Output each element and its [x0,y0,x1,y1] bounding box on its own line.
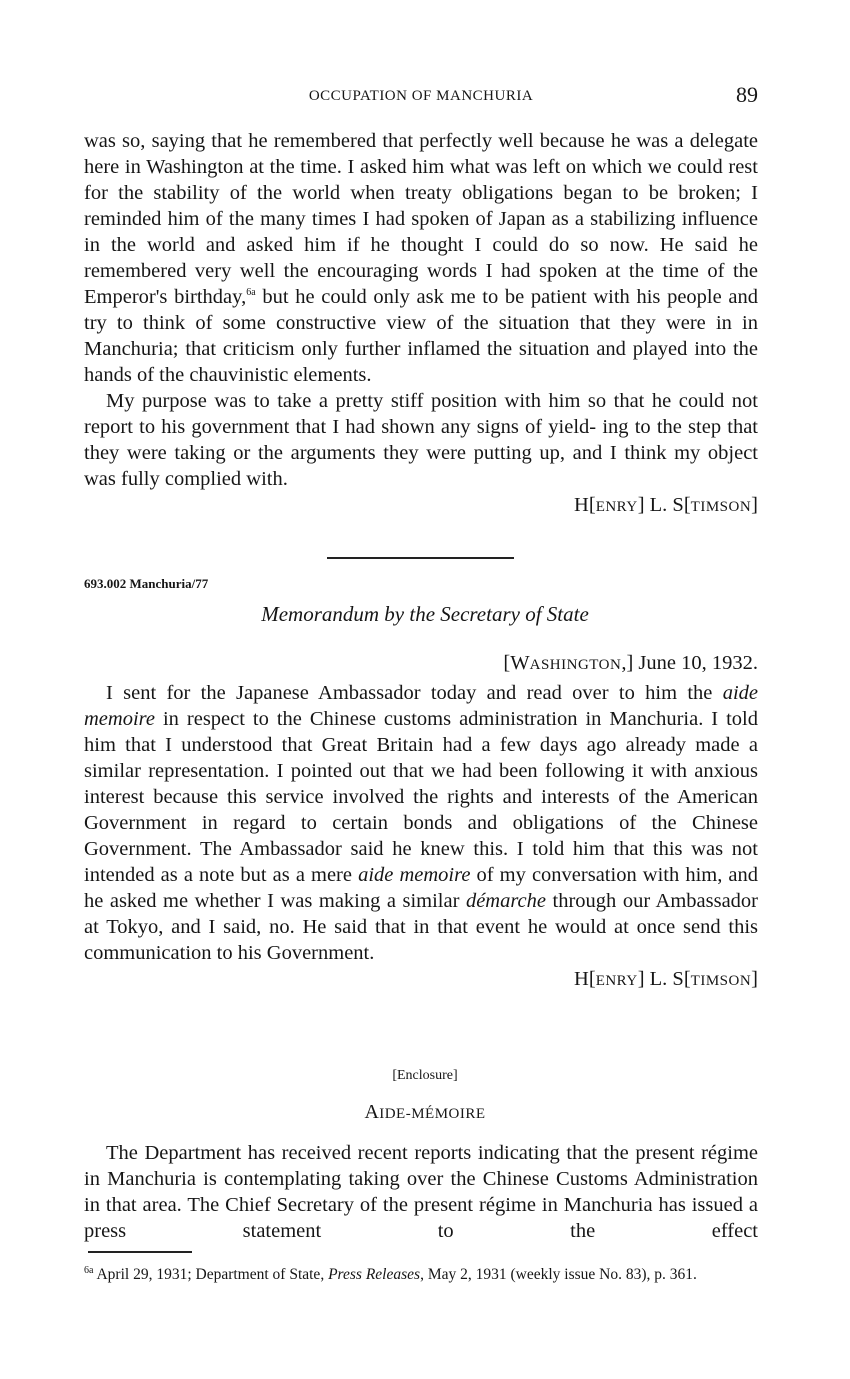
running-title: OCCUPATION OF MANCHURIA [308,88,534,104]
footnote-text: April 29, 1931; Department of State, [93,1266,329,1283]
file-number: 693.002 Manchuria/77 [84,576,209,591]
sig-part: ] L. S[ [637,494,691,516]
text-line: through our Ambassador at Tokyo, and I said, no. He said that in [84,890,759,938]
text-line: him if he thought I could do so now. He said he remembered very [84,234,759,282]
paragraph-aide-memoire [84,1140,758,1244]
text-line: had spoken of Japan as a stabilizing influence in the world and asked [84,208,759,256]
dateline-part: ,] June 10, 1932. [621,652,758,674]
paragraph-continued [84,128,758,388]
text-line: The Ambassador said he knew this. I told him that this was not [199,838,758,860]
text-line: service involved the rights and interests of the American Government [84,786,758,834]
sig-part: ] [751,494,758,516]
text-line: in in Manchuria; that criticism only further inflamed the situation [84,312,759,360]
text-line: Customs Administration in that area. The Chief Secretary of the [84,1168,758,1216]
page-number: 89 [736,82,758,107]
aide-memoire-body [84,1140,758,1244]
memo-title: Memorandum by the Secretary of State [261,602,589,626]
sig-part: TIMSON [690,973,752,989]
text-line: in respect to the Chinese customs administration in [154,708,602,730]
italic-term: démarche [465,890,547,912]
text-line: Manchuria. I told him that I understood that Great Britain had a [84,708,759,756]
footnote-mark: 6a [84,1264,94,1276]
text-line: was so, saying that he remembered that perfectly well because he was a [84,130,684,152]
footnote-italic: Press Releases [328,1266,421,1283]
text-line: that event he would at once send this communication to his [84,916,759,964]
signature-stimson [84,492,758,520]
text-line: could not report to his government that I had shown any signs of yield- [84,390,758,438]
heading-part: IDE-MÉMOIRE [379,1106,486,1122]
text-line: try to think of some constructive view of the situation that they were [84,312,706,334]
footnote [84,1265,758,1284]
signature-stimson [84,966,758,994]
dateline-part: ASHINGTON [529,657,622,673]
text-line: My purpose was to take a pretty stiff position with him so that he [106,390,672,412]
sig-part: ENRY [595,499,638,515]
text-line: the [687,682,723,704]
text-line: obligations began to be broken; I reminded him of the many times I [84,182,758,230]
text-line: left on which we could rest for the stability of the world when treaty [84,156,758,204]
text-line: with him, and he asked me whether I was making a similar [84,864,759,912]
dateline [503,652,758,675]
italic-term: aide memoire [84,682,759,730]
text-line: The Department has received recent reports indicating that the [106,1142,629,1164]
text-line: well the encouraging words I had spoken at the time of the Emperor's [84,260,758,308]
text-line: intended as a note but as a mere [84,864,359,886]
section-divider [327,557,514,559]
footnote-text: , May 2, 1931 (weekly issue No. 83), p. 361. [420,1266,697,1283]
text-line: but he could only ask me to be patient with his people and [255,286,758,308]
text-line: of my conversation [470,864,637,886]
text-line: delegate here in Washington at the time. I asked him what was [84,130,758,178]
sig-part: H[ [574,968,596,990]
text-line: present régime in Manchuria is contemplating taking over the Chinese [84,1142,758,1190]
memorandum-body [84,680,758,994]
italic-term: aide memoire [358,864,471,886]
footnote-reference[interactable]: 6a [246,287,256,299]
page-header [84,84,758,114]
heading-part: A [364,1101,380,1123]
text-line: I sent for the Japanese Ambassador today and read over to him [106,682,678,704]
sig-part: ] L. S[ [637,968,691,990]
text-line: putting up, and I think my object was fully complied with. [84,442,758,490]
paragraph-memorandum [84,680,758,966]
text-line: birthday, [174,286,247,308]
sig-part: H[ [574,494,596,516]
enclosure-label: [Enclosure] [392,1068,458,1083]
footnote-rule [88,1251,192,1253]
text-line: in regard to certain bonds and obligations of the Chinese Government. [84,812,759,860]
dateline-part: [W [503,652,530,674]
text-line: ing to the step that they were taking or the arguments they were [84,416,759,464]
text-line: present régime in Manchuria has issued a press statement to the effect [84,1194,759,1242]
text-line: few days ago already made a similar representation. I pointed out [84,734,759,782]
aide-memoire-heading [0,1101,850,1124]
paragraph-purpose [84,388,758,492]
text-line: and played into the hands of the chauvinistic elements. [84,338,758,386]
text-line: that we had been following it with anxious interest because this [84,760,759,808]
continued-memorandum [84,128,758,520]
text-line: Government. [266,942,375,964]
sig-part: TIMSON [690,499,752,515]
sig-part: ENRY [595,973,638,989]
sig-part: ] [751,968,758,990]
